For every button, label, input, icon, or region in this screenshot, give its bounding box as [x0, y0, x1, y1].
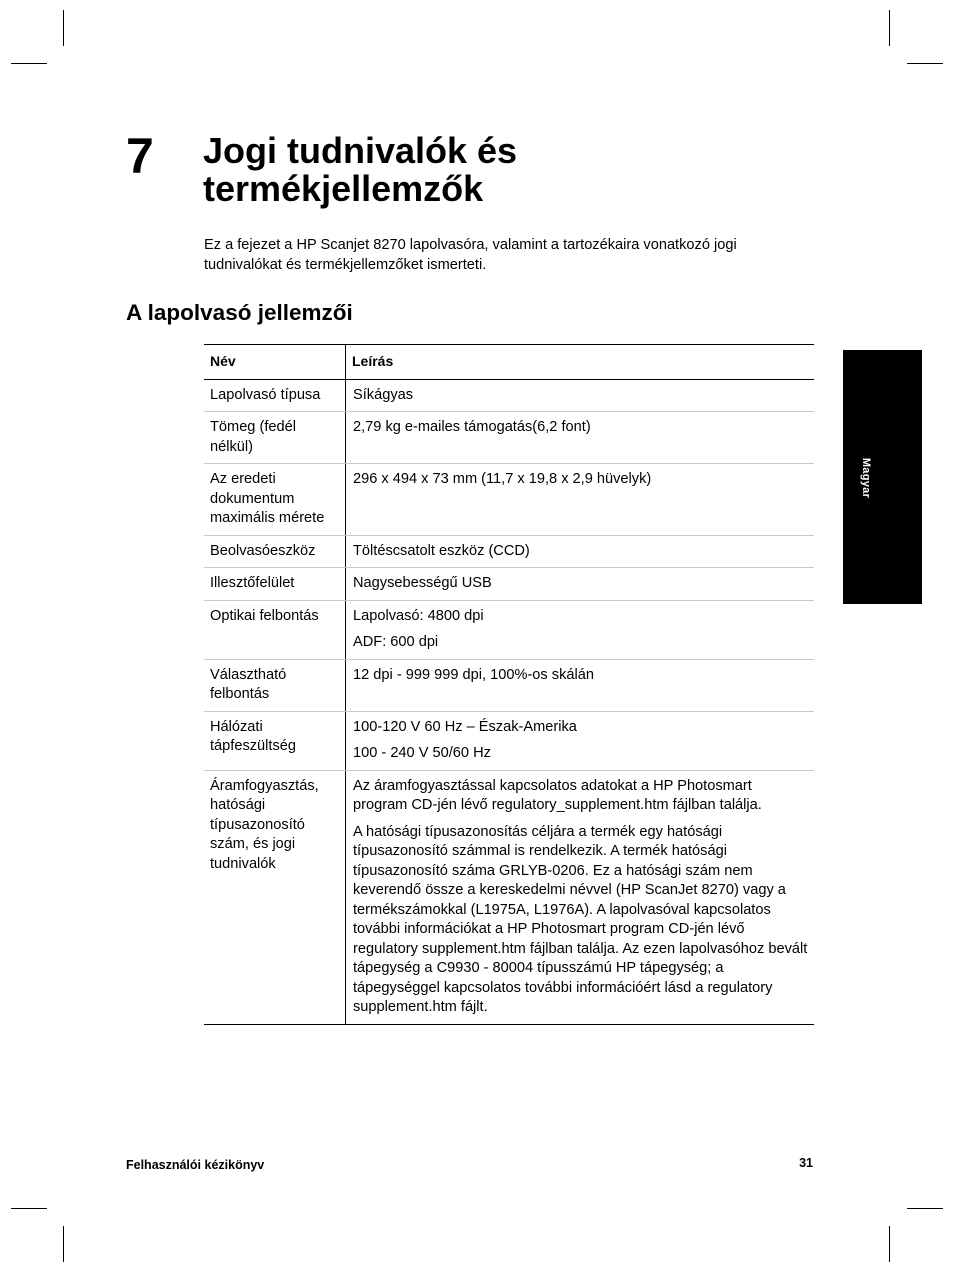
- row-name: Választható felbontás: [204, 659, 346, 711]
- row-description: [346, 770, 815, 1024]
- crop-mark: [11, 63, 47, 64]
- description-paragraph: 100 - 240 V 50/60 Hz: [353, 745, 491, 761]
- table-row: [204, 464, 814, 536]
- row-description: [346, 464, 815, 536]
- column-header-name: Név: [204, 345, 346, 380]
- table-row: [204, 711, 814, 770]
- chapter-number: 7: [126, 128, 154, 184]
- row-description: [346, 659, 815, 711]
- chapter-title: [203, 132, 803, 208]
- table-row: [204, 568, 814, 601]
- intro-paragraph: [204, 236, 809, 275]
- description-paragraph: 2,79 kg e-mailes támogatás(6,2 font): [353, 419, 591, 435]
- crop-mark: [907, 63, 943, 64]
- description-paragraph: 12 dpi - 999 999 dpi, 100%-os skálán: [353, 666, 594, 683]
- description-paragraph: Töltéscsatolt eszköz (CCD): [353, 542, 530, 559]
- table-row: [204, 379, 814, 412]
- intro-line1: Ez a fejezet a HP Scanjet 8270 lapolvasóra, valamint a tartozékaira vonatkozó jogi: [204, 237, 737, 253]
- row-description: [346, 711, 815, 770]
- table-row: [204, 659, 814, 711]
- language-tab: [843, 350, 922, 604]
- row-name: Lapolvasó típusa: [204, 379, 346, 412]
- description-paragraph: Az áramfogyasztással kapcsolatos adatokat a HP Photosmart program CD-jén lévő regulatory_supplement.htm fájlban találja.: [353, 777, 762, 813]
- row-name: Áramfogyasztás, hatósági típusazonosító szám, és jogi tudnivalók: [204, 770, 346, 1024]
- row-description: [346, 568, 815, 601]
- table-row: [204, 770, 814, 1024]
- row-description: [346, 412, 815, 464]
- table-header-row: [204, 345, 814, 380]
- description-paragraph: 296 x 494 x 73 mm (11,7 x 19,8 x 2,9 hüvelyk): [353, 471, 652, 487]
- description-paragraph: ADF: 600 dpi: [353, 634, 439, 650]
- description-paragraph: 100-120 V 60 Hz – Észak-Amerika: [353, 718, 577, 735]
- intro-line2: tudnivalókat és termékjellemzőket ismerteti.: [204, 256, 487, 273]
- row-name: Hálózati tápfeszültség: [204, 711, 346, 770]
- column-header-description: Leírás: [346, 345, 815, 380]
- row-name: Beolvasóeszköz: [204, 535, 346, 568]
- row-description: [346, 600, 815, 659]
- spec-table: [204, 344, 814, 1025]
- row-description: [346, 379, 815, 412]
- language-tab-label: Magyar: [860, 457, 872, 499]
- chapter-title-line2: termékjellemzők: [203, 168, 484, 209]
- table-row: [204, 600, 814, 659]
- table-row: [204, 535, 814, 568]
- crop-mark: [63, 10, 64, 46]
- table-row: [204, 412, 814, 464]
- description-paragraph: Síkágyas: [353, 386, 414, 403]
- row-name: Az eredeti dokumentum maximális mérete: [204, 464, 346, 536]
- crop-mark: [11, 1208, 47, 1209]
- chapter-title-line1: Jogi tudnivalók és: [203, 130, 518, 171]
- crop-mark: [907, 1208, 943, 1209]
- crop-mark: [889, 1226, 890, 1262]
- section-heading: A lapolvasó jellemzői: [126, 300, 353, 325]
- crop-mark: [63, 1226, 64, 1262]
- description-paragraph: A hatósági típusazonosítás céljára a termék egy hatósági típusazonosító számmal is rendelkezik. A termék hatósági típusazonosító száma GRLYB-0206. Ez a hatósági szám nem keverendő össze a kereskedelmi névvel (HP ScanJet 8270) vagy a termékszámokkal (L1975A, L1976A). A lapolvasóval kapcsolatos további információkat a HP Photosmart program CD-jén lévő regulatory supplement.htm fájlban találja. Az ezen lapolvasóhoz bevált tápegység a C9930 - 80004 típusszámú HP tápegység; a tápegységgel kapcsolatos további információért lásd a regulatory supplement.htm fájlt.: [353, 823, 808, 1015]
- row-name: Illesztőfelület: [204, 568, 346, 601]
- description-paragraph: Lapolvasó: 4800 dpi: [353, 607, 484, 624]
- description-paragraph: Nagysebességű USB: [353, 575, 492, 591]
- page-number: 31: [799, 1156, 813, 1170]
- row-description: [346, 535, 815, 568]
- row-name: Optikai felbontás: [204, 600, 346, 659]
- row-name: Tömeg (fedél nélkül): [204, 412, 346, 464]
- footer-title: Felhasználói kézikönyv: [126, 1158, 265, 1172]
- crop-mark: [889, 10, 890, 46]
